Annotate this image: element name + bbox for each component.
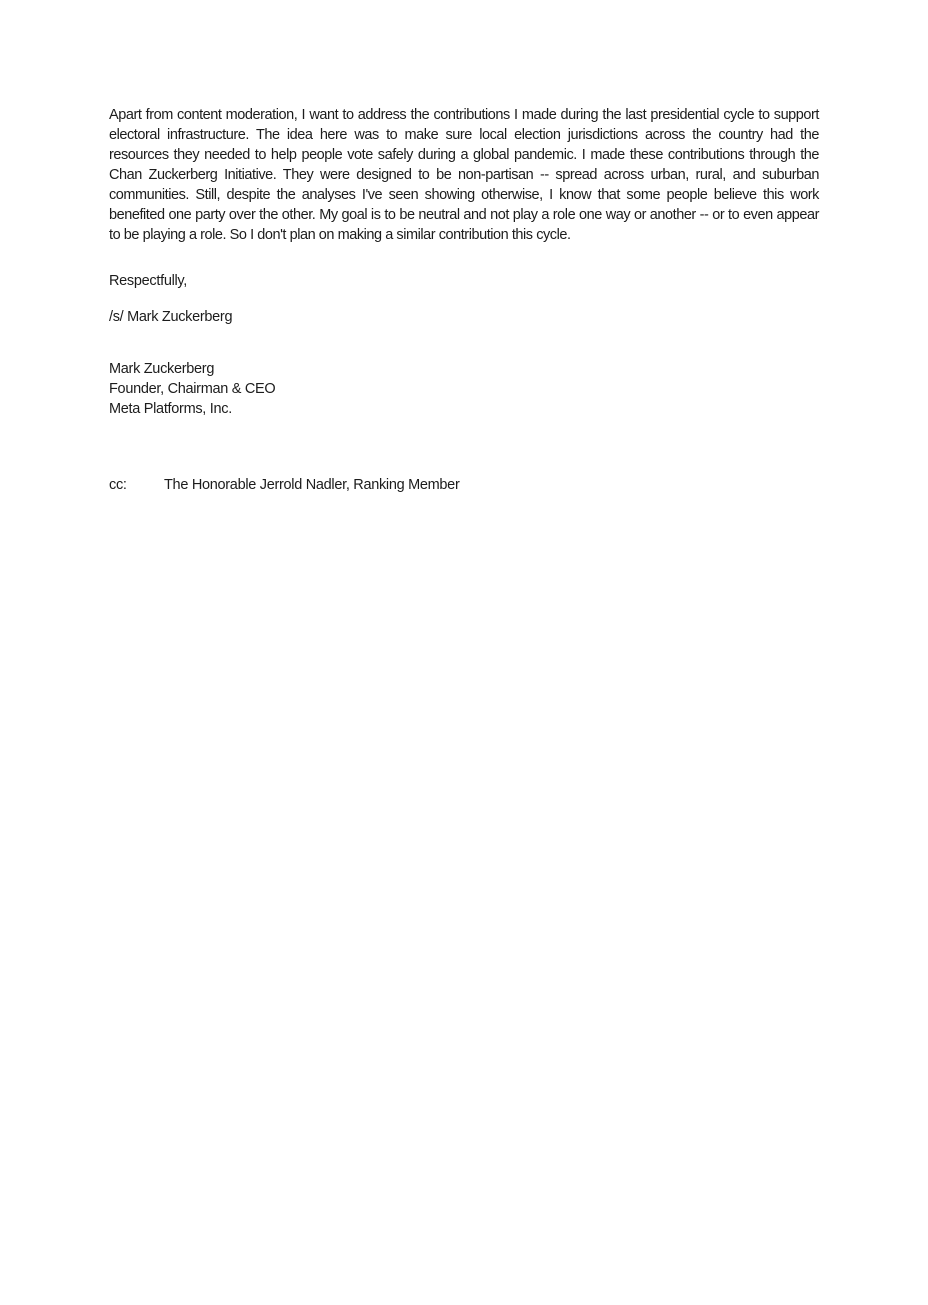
cc-recipient: The Honorable Jerrold Nadler, Ranking Member <box>164 477 460 493</box>
closing-line: Respectfully, <box>109 273 188 289</box>
signer-name: Mark Zuckerberg <box>109 361 215 377</box>
signer-company: Meta Platforms, Inc. <box>109 401 232 417</box>
letter-body-paragraph: Apart from content moderation, I want to address the contributions I made during the last presidential cycle to support electoral infrastructure. The idea here was to make sure local election jurisdictions across the country had the resources they needed to help people vote safely during a global pandemic. I made these contributions through the Chan Zuckerberg Initiative. They were designed to be non-partisan -- spread across urban, rural, and suburban communities. Still, despite the analyses I've seen showing otherwise, I know that some people believe this work benefited one party over the other. My goal is to be neutral and not play a role one way or another -- or to even appear to be playing a role. So I don't plan on making a similar contribution this cycle. <box>109 107 819 243</box>
letter-page <box>0 105 928 1305</box>
cc-row <box>109 475 819 495</box>
typed-signature-line: /s/ Mark Zuckerberg <box>109 309 233 325</box>
signer-title: Founder, Chairman & CEO <box>109 381 276 397</box>
cc-label: cc: <box>109 477 127 493</box>
signature-block <box>109 359 819 419</box>
